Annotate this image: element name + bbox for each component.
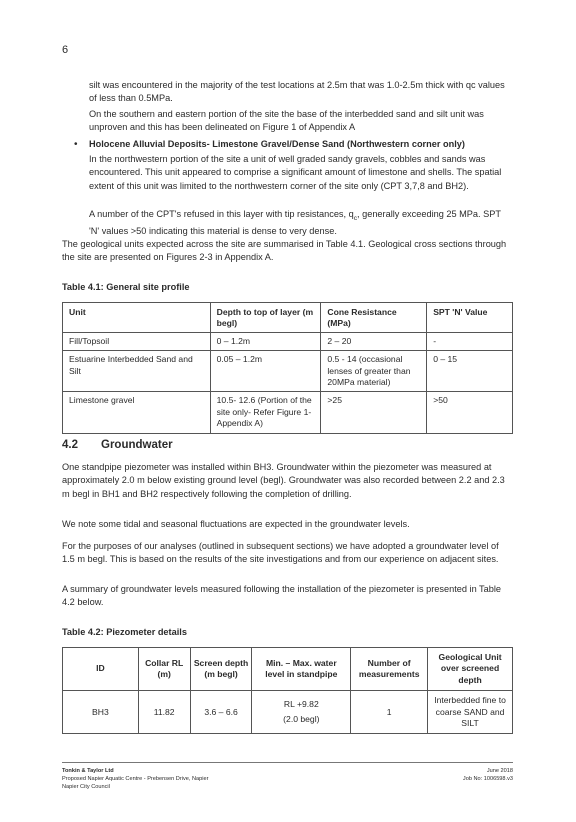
table-cell: 0 – 1.2m	[210, 332, 321, 350]
paragraph-silt: silt was encountered in the majority of the test locations at 2.5m that was 1.0-2.5m thick with qc values of less than 0.5MPa.	[89, 80, 505, 104]
water-level-begl: (2.0 begl)	[283, 713, 320, 724]
paragraph-groundwater-1: One standpipe piezometer was installed within BH3. Groundwater within the piezometer was measured at approximately 2.0 m below existing ground level (begl). Groundwater was also recorded between 2.2 and 2.3 m begl in BH1 and BH2 respectively following the completion of drilling.	[62, 462, 505, 499]
table-row	[63, 351, 513, 392]
section-number: 4.2	[62, 439, 78, 451]
table-row	[63, 332, 513, 350]
paragraph-groundwater-4: A summary of groundwater levels measured following the installation of the piezometer is presented in Table 4.2 below.	[62, 584, 502, 608]
table-cell: Fill/Topsoil	[63, 332, 211, 350]
header-cone-resistance: Cone Resistance (MPa)	[321, 303, 427, 333]
table-cell: BH3	[63, 691, 139, 734]
footer-client: Napier City Council	[62, 784, 110, 790]
paragraph-south-east: On the southern and eastern portion of the site the base of the interbedded sand and silt unit was unproven and this has been delineated on Figure 1 of Appendix A	[89, 109, 484, 133]
header-geological-unit: Geological Unit over screened depth	[428, 648, 513, 691]
header-spt: SPT 'N' Value	[427, 303, 513, 333]
footer-job-number: Job No: 1006598.v3	[462, 776, 513, 782]
table-cell: 3.6 – 6.6	[190, 691, 252, 734]
table-cell: >25	[321, 392, 427, 433]
header-measurements: Number of measurements	[351, 648, 428, 691]
water-level-rl: RL +9.82	[283, 699, 319, 710]
table42-caption: Table 4.2: Piezometer details	[62, 627, 187, 637]
paragraph-groundwater-2: We note some tidal and seasonal fluctuations are expected in the groundwater levels.	[62, 519, 410, 529]
table-header-row	[63, 303, 513, 333]
header-id: ID	[63, 648, 139, 691]
table-cell: 1	[351, 691, 428, 734]
paragraph-cpt-part1: A number of the CPT's refused in this layer with tip resistances, q	[89, 209, 354, 219]
table-cell: >50	[427, 392, 513, 433]
table-row	[63, 392, 513, 433]
header-depth: Depth to top of layer (m begl)	[210, 303, 321, 333]
table-piezometer-details	[62, 647, 513, 734]
table-cell: 11.82	[138, 691, 190, 734]
page-number: 6	[62, 44, 69, 56]
section-title: Groundwater	[101, 439, 173, 451]
table-general-site-profile	[62, 302, 513, 434]
footer-right	[410, 767, 513, 783]
paragraph-groundwater-3: For the purposes of our analyses (outlined in subsequent sections) we have adopted a groundwater level of 1.5 m begl. This is based on the results of the site investigations and from our experience on adjacent sites.	[62, 541, 499, 565]
header-water-level: Min. – Max. water level in standpipe	[252, 648, 351, 691]
table-cell: Interbedded fine to coarse SAND and SILT	[428, 691, 513, 734]
table-cell: Estuarine Interbedded Sand and Silt	[63, 351, 211, 392]
table-cell: -	[427, 332, 513, 350]
table41-caption: Table 4.1: General site profile	[62, 282, 190, 292]
table-cell: 0.05 – 1.2m	[210, 351, 321, 392]
bullet-icon: •	[74, 139, 78, 150]
header-unit: Unit	[63, 303, 211, 333]
paragraph-cpt	[89, 208, 509, 239]
footer-company: Tonkin & Taylor Ltd	[62, 768, 114, 774]
footer-date: June 2018	[486, 768, 513, 774]
table-cell: 10.5- 12.6 (Portion of the site only- Refer Figure 1- Appendix A)	[210, 392, 321, 433]
paragraph-cpt-part2: , generally exceeding 25 MPa. SPT 'N' values >50 indicating this material is dense to very dense.	[89, 209, 501, 237]
table-cell: 0.5 - 14 (occasional lenses of greater than 20MPa material)	[321, 351, 427, 392]
footer-divider	[62, 762, 513, 763]
table-row	[63, 691, 513, 734]
table-header-row	[63, 648, 513, 691]
paragraph-summary: The geological units expected across the site are summarised in Table 4.1. Geological cross sections through the site are presented on Figures 2-3 in Appendix A.	[62, 239, 507, 263]
table-cell: 0 – 15	[427, 351, 513, 392]
paragraph-northwest: In the northwestern portion of the site a unit of well graded sandy gravels, cobbles and sands was encountered. This unit appeared to comprise a significant amount of limestone and shells. The spatial extent of this unit was limited to the northwestern corner of the site only (CPT 3,7,8 and BH2).	[89, 154, 502, 191]
table-cell	[252, 691, 351, 734]
qc-subscript: c	[353, 214, 357, 222]
bullet-heading: Holocene Alluvial Deposits- Limestone Gravel/Dense Sand (Northwestern corner only)	[89, 139, 465, 149]
header-screen-depth: Screen depth (m begl)	[190, 648, 252, 691]
footer-project: Proposed Napier Aquatic Centre - Prebensen Drive, Napier	[62, 776, 209, 782]
table-cell: Limestone gravel	[63, 392, 211, 433]
table-cell: 2 – 20	[321, 332, 427, 350]
footer-left	[62, 767, 208, 791]
header-collar-rl: Collar RL (m)	[138, 648, 190, 691]
